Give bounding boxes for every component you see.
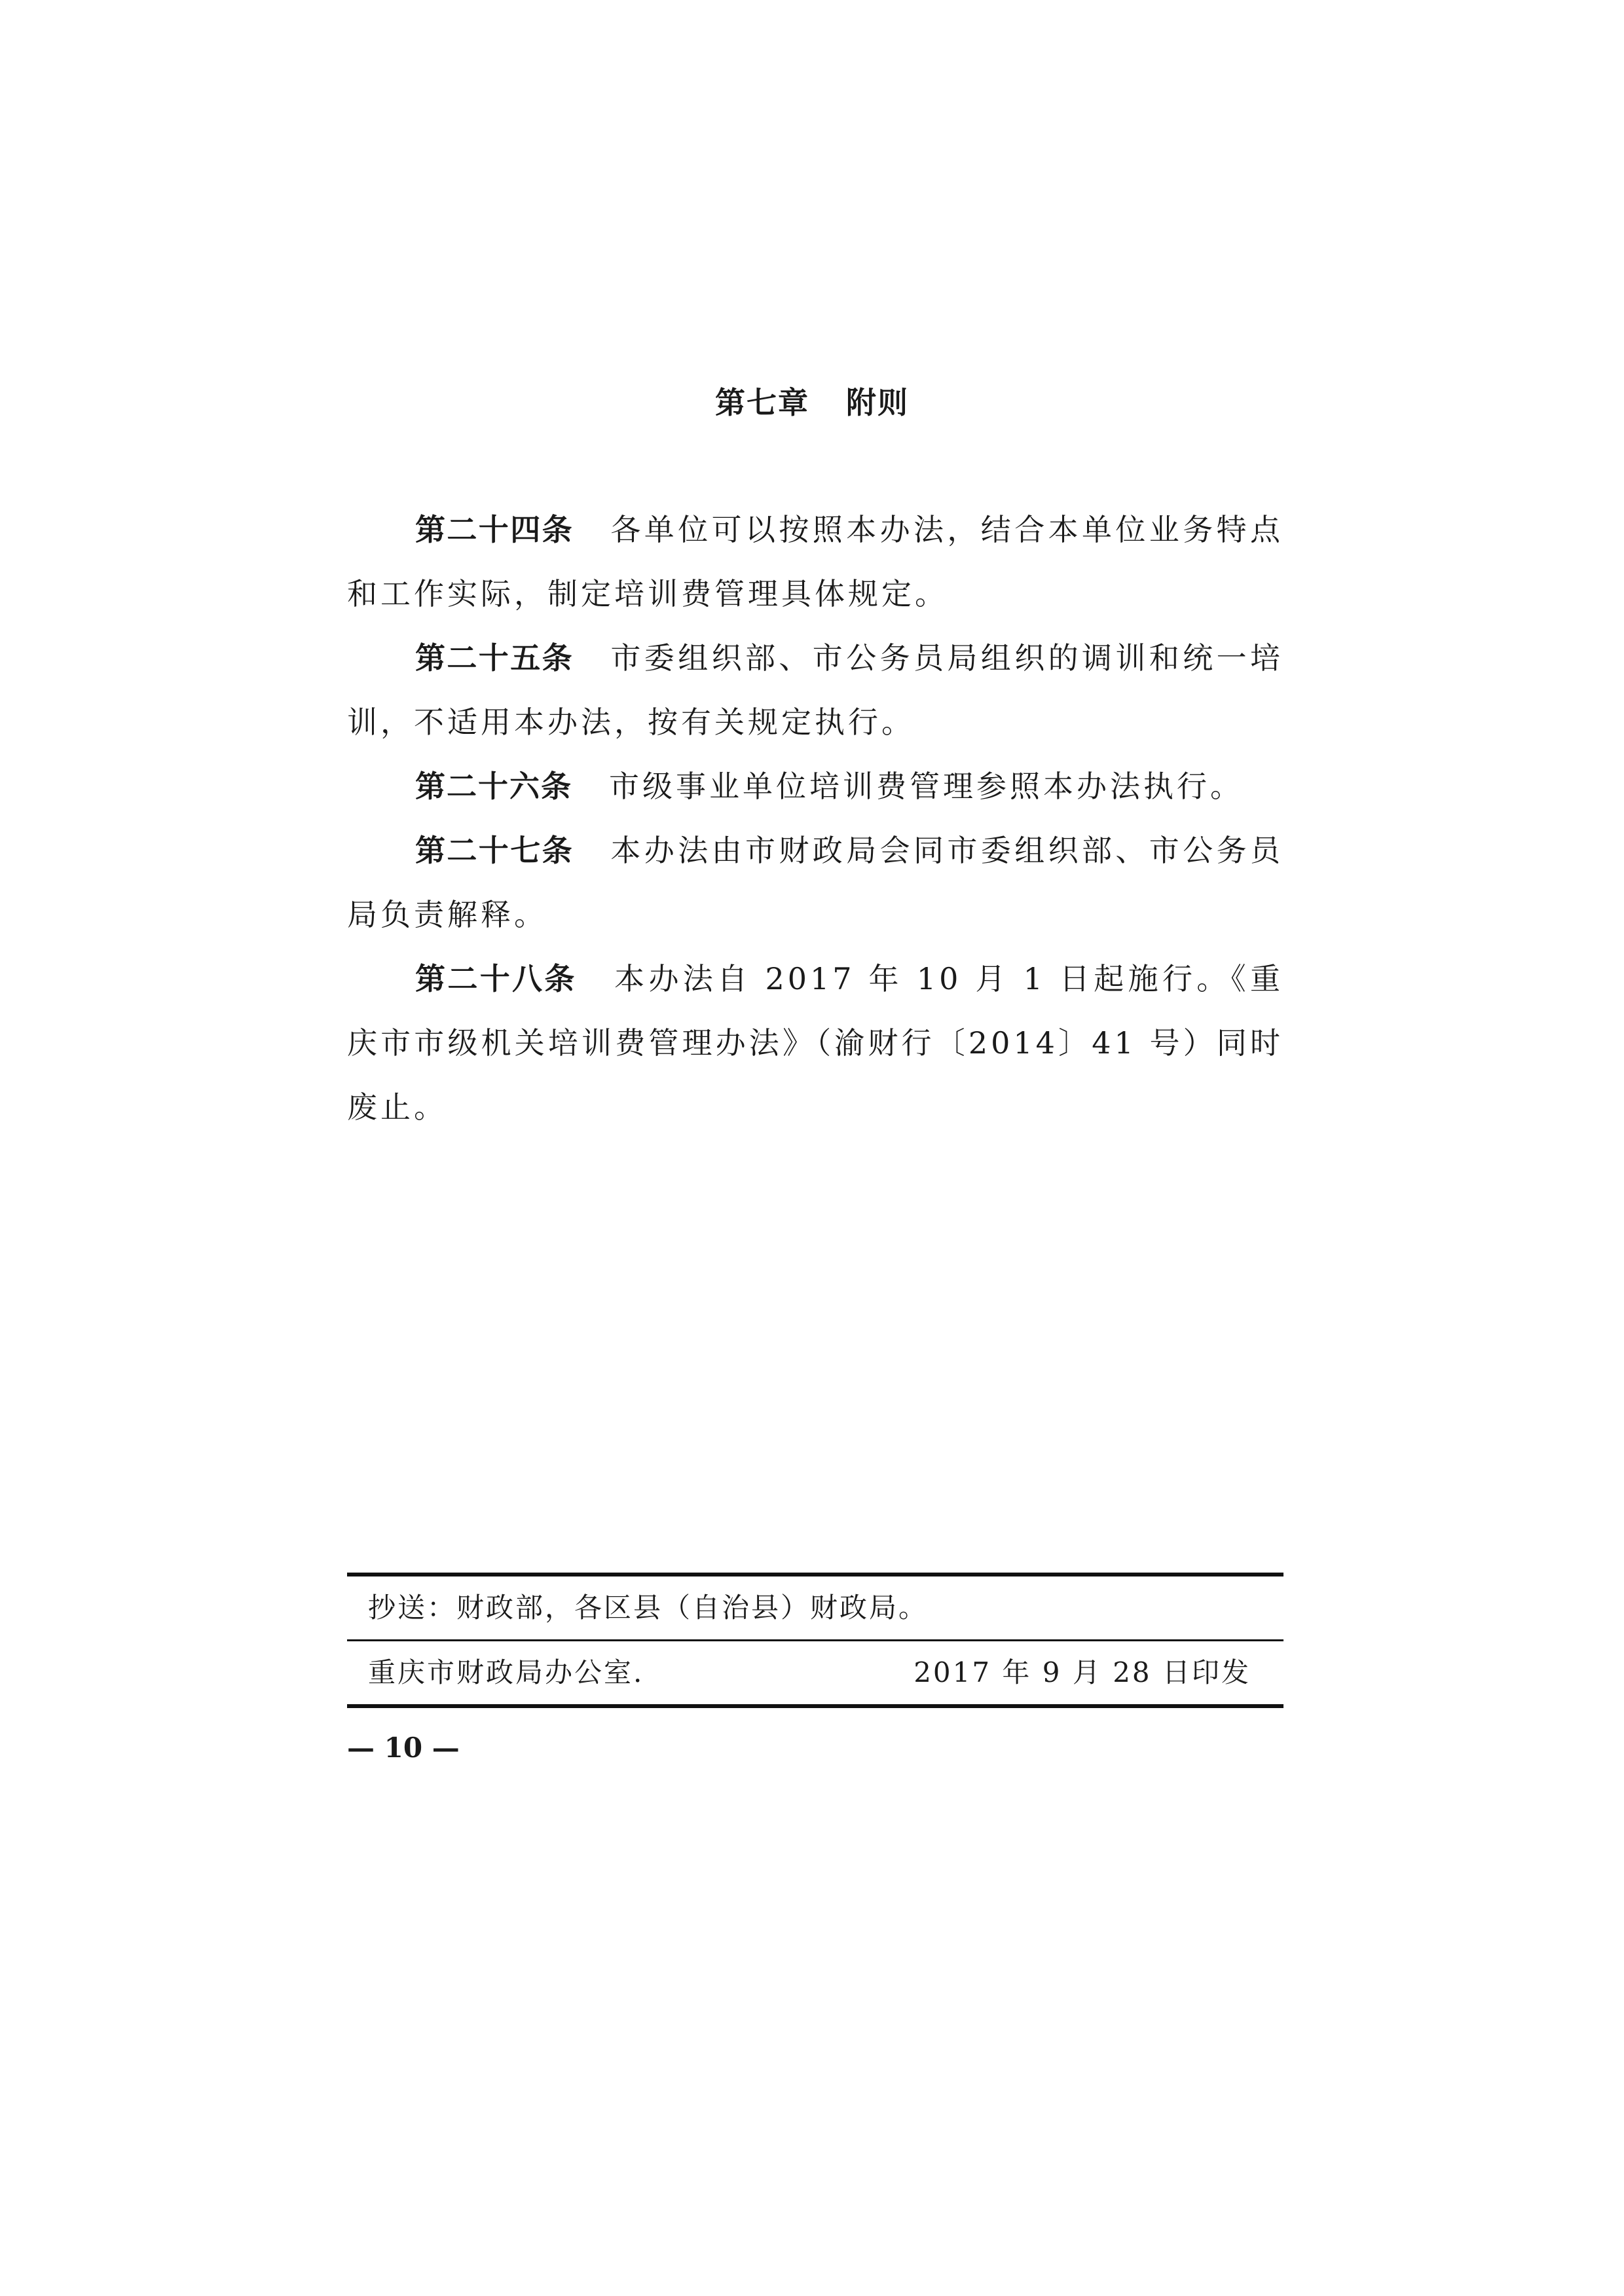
chapter-title — [0, 373, 1624, 432]
article-25 — [347, 626, 1283, 754]
article-28 — [347, 947, 1283, 1139]
article-text: 市委组织部、市公务员局组织的调训和统一培训，不适用本办法，按有关规定执行。 — [347, 640, 1283, 740]
articles-body — [347, 498, 1283, 1139]
article-text: 本办法由市财政局会同市委组织部、市公务员局负责解释。 — [347, 833, 1283, 932]
article-number: 第二十五条 — [415, 640, 574, 676]
document-footer — [347, 1573, 1283, 1708]
article-number: 第二十四条 — [415, 512, 574, 547]
article-number: 第二十六条 — [415, 769, 572, 804]
issuer-row — [347, 1641, 1283, 1704]
chapter-number: 第七章 — [715, 385, 809, 420]
article-26 — [347, 754, 1283, 818]
issue-date: 2017 年 9 月 28 日印发 — [913, 1656, 1251, 1688]
cc-text: 抄送：财政部，各区县（自治县）财政局。 — [368, 1592, 929, 1624]
article-text: 各单位可以按照本办法，结合本单位业务特点和工作实际，制定培训费管理具体规定。 — [347, 512, 1283, 611]
article-24 — [347, 498, 1283, 626]
cc-row — [347, 1576, 1283, 1639]
article-text: 本办法自 2017 年 10 月 1 日起施行。《重庆市市级机关培训费管理办法》（渝财行〔2014〕41 号）同时废止。 — [347, 961, 1283, 1125]
article-text: 市级事业单位培训费管理参照本办法执行。 — [609, 769, 1244, 804]
article-number: 第二十七条 — [415, 833, 574, 868]
article-27 — [347, 818, 1283, 947]
chapter-name: 附则 — [846, 385, 909, 420]
article-number: 第二十八条 — [415, 961, 577, 996]
footer-bottom-rule — [347, 1704, 1283, 1708]
page-number: — 10 — — [347, 1732, 460, 1764]
issuer-text: 重庆市财政局办公室. — [368, 1656, 644, 1688]
